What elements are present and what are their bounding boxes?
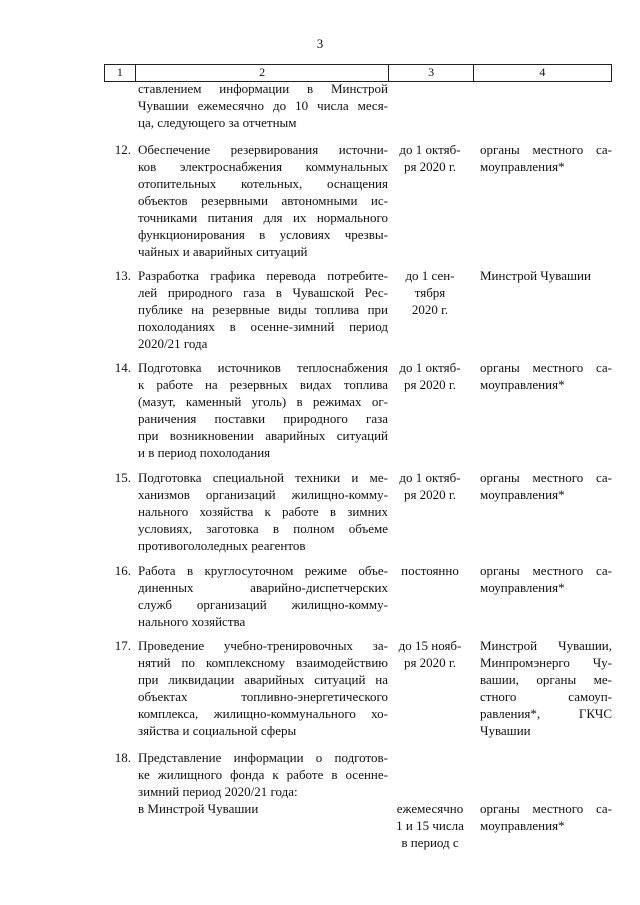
row-description-line: Представление информации о подготов- [138, 750, 388, 765]
row-deadline-line: до 1 октяб- [399, 142, 461, 157]
row-responsible [472, 637, 612, 739]
row-description-line: чайных и аварийных ситуаций [138, 244, 308, 259]
row-description-line: лей природного газа в Чувашской Рес- [138, 285, 388, 300]
row-responsible-line: органы местного са- [480, 801, 612, 816]
row-description-line: при возникновении аварийных ситуаций [138, 428, 388, 443]
row-deadline-line: ежемесячно [396, 801, 464, 816]
row-description-line: зяйства и социальной сферы [138, 723, 297, 738]
row-description-line: при ликвидации аварийных ситуаций на [138, 672, 388, 687]
row-number: 13. [114, 268, 131, 283]
table-row [104, 749, 612, 800]
row-deadline-line: ря 2020 г. [403, 655, 457, 670]
row-description-line: нятий по комплексному взаимодействию [138, 655, 388, 670]
row-deadline [388, 749, 472, 800]
row-deadline-line: до 1 октяб- [399, 470, 461, 485]
row-deadline [388, 141, 472, 260]
row-responsible-line: равления*, ГКЧС [480, 706, 612, 721]
row-description-line: похолоданиях в осенне-зимний период [138, 319, 388, 334]
row-description-line: ханизмов организаций жилищно-комму- [138, 487, 388, 502]
row-deadline-line: 1 и 15 числа [396, 818, 464, 833]
row-deadline [388, 469, 472, 554]
row-description-line: в Минстрой Чувашии [138, 801, 259, 816]
row-responsible-line: органы местного са- [480, 563, 612, 578]
row-deadline [388, 359, 472, 461]
header-col-3: 3 [388, 65, 473, 81]
row-responsible-line: Минстрой Чувашии [480, 268, 591, 283]
row-description-line: (мазут, каменный уголь) в режимах ог- [138, 394, 388, 409]
row-deadline-line: постоянно [401, 563, 459, 578]
table-row [104, 80, 612, 131]
row-number [104, 800, 134, 851]
row-description-line: Работа в круглосуточном режиме объе- [138, 563, 388, 578]
row-description-line: 2020/21 года [138, 336, 208, 351]
row-responsible-line: органы местного са- [480, 360, 612, 375]
row-description-line: ставлением информации в Минстрой [138, 81, 388, 96]
row-description [134, 80, 388, 131]
row-description-line: ков электроснабжения коммунальных [138, 159, 388, 174]
row-description-line: Подготовка специальной техники и ме- [138, 470, 388, 485]
row-responsible-line: моуправления* [480, 377, 565, 392]
row-number: 12. [114, 142, 131, 157]
table-row [104, 637, 612, 739]
row-responsible-line: вашии, органы ме- [480, 672, 612, 687]
row-description [134, 637, 388, 739]
row-description [134, 267, 388, 352]
row-description-line: Чувашии ежемесячно до 10 числа меся- [138, 98, 388, 113]
row-description-line: противогололедных реагентов [138, 538, 306, 553]
row-description-line: объектов резервными автономными ис- [138, 193, 388, 208]
row-responsible-line: стного самоуп- [480, 689, 612, 704]
table-row [104, 800, 612, 851]
row-responsible [472, 800, 612, 851]
row-deadline-line: ря 2020 г. [403, 159, 457, 174]
row-responsible [472, 469, 612, 554]
row-description [134, 359, 388, 461]
row-number [104, 80, 134, 131]
row-deadline-line: тября [414, 285, 446, 300]
row-description-line: раничения поставки природного газа [138, 411, 388, 426]
row-responsible [472, 749, 612, 800]
row-description-line: и в период похолодания [138, 445, 271, 460]
row-responsible-line: моуправления* [480, 580, 565, 595]
row-deadline [388, 562, 472, 630]
row-responsible [472, 359, 612, 461]
row-description-line: нального хозяйства к работе в зимних [138, 504, 388, 519]
row-description-line: Разработка графика перевода потребите- [138, 268, 388, 283]
row-description-line: комплекса, жилищно-коммунального хо- [138, 706, 388, 721]
row-description-line: ца, следующего за отчетным [138, 115, 297, 130]
row-number: 18. [114, 750, 131, 765]
row-description [134, 749, 388, 800]
header-col-4: 4 [473, 65, 612, 81]
row-description-line: служб организаций жилищно-комму- [138, 597, 388, 612]
row-description [134, 141, 388, 260]
row-description-line: диненных аварийно-диспетчерских [138, 580, 388, 595]
row-number: 14. [114, 360, 131, 375]
table-row [104, 469, 612, 554]
row-description-line: отопительных котельных, оснащения [138, 176, 388, 191]
row-description-line: к работе на резервных видах топлива [138, 377, 388, 392]
row-deadline [388, 637, 472, 739]
row-deadline-line: в период с [401, 835, 459, 850]
row-description-line: нального хозяйства [138, 614, 246, 629]
row-deadline [388, 800, 472, 851]
row-responsible-line: Чувашии [480, 723, 531, 738]
row-deadline-line: до 1 октяб- [399, 360, 461, 375]
row-responsible [472, 141, 612, 260]
row-description-line: Подготовка источников теплоснабжения [138, 360, 388, 375]
row-description-line: объектах топливно-энергетического [138, 689, 388, 704]
row-description-line: условиях, заготовка в полном объеме [138, 521, 388, 536]
row-description-line: публике на резервные виды топлива при [138, 302, 388, 317]
header-col-1: 1 [104, 65, 135, 81]
table-row [104, 359, 612, 461]
row-responsible-line: органы местного са- [480, 142, 612, 157]
row-description-line: ке жилищного фонда к работе в осенне- [138, 767, 388, 782]
row-deadline-line: до 15 нояб- [398, 638, 462, 653]
row-responsible-line: моуправления* [480, 159, 565, 174]
page-number: 3 [316, 36, 324, 51]
row-deadline [388, 267, 472, 352]
table-row [104, 267, 612, 352]
row-deadline-line: 2020 г. [411, 302, 449, 317]
row-number: 15. [114, 470, 131, 485]
row-number: 16. [114, 563, 131, 578]
row-deadline [388, 80, 472, 131]
row-responsible [472, 267, 612, 352]
table-row [104, 141, 612, 260]
row-responsible-line: Минпромэнерго Чу- [480, 655, 612, 670]
row-description-line: функционирования в условиях чрезвы- [138, 227, 388, 242]
row-deadline-line: ря 2020 г. [403, 487, 457, 502]
row-description [134, 800, 388, 851]
row-description-line: Проведение учебно-тренировочных за- [138, 638, 388, 653]
row-responsible-line: органы местного са- [480, 470, 612, 485]
row-responsible [472, 80, 612, 131]
row-responsible [472, 562, 612, 630]
row-responsible-line: Минстрой Чувашии, [480, 638, 612, 653]
row-responsible-line: моуправления* [480, 818, 565, 833]
row-description [134, 469, 388, 554]
row-description-line: Обеспечение резервирования источни- [138, 142, 388, 157]
row-deadline-line: до 1 сен- [405, 268, 455, 283]
row-deadline-line: ря 2020 г. [403, 377, 457, 392]
row-description-line: зимний период 2020/21 года: [138, 784, 298, 799]
row-number: 17. [114, 638, 131, 653]
row-description-line: точниками питания для их нормального [138, 210, 388, 225]
header-col-2: 2 [135, 65, 389, 81]
row-responsible-line: моуправления* [480, 487, 565, 502]
row-description [134, 562, 388, 630]
table-row [104, 562, 612, 630]
